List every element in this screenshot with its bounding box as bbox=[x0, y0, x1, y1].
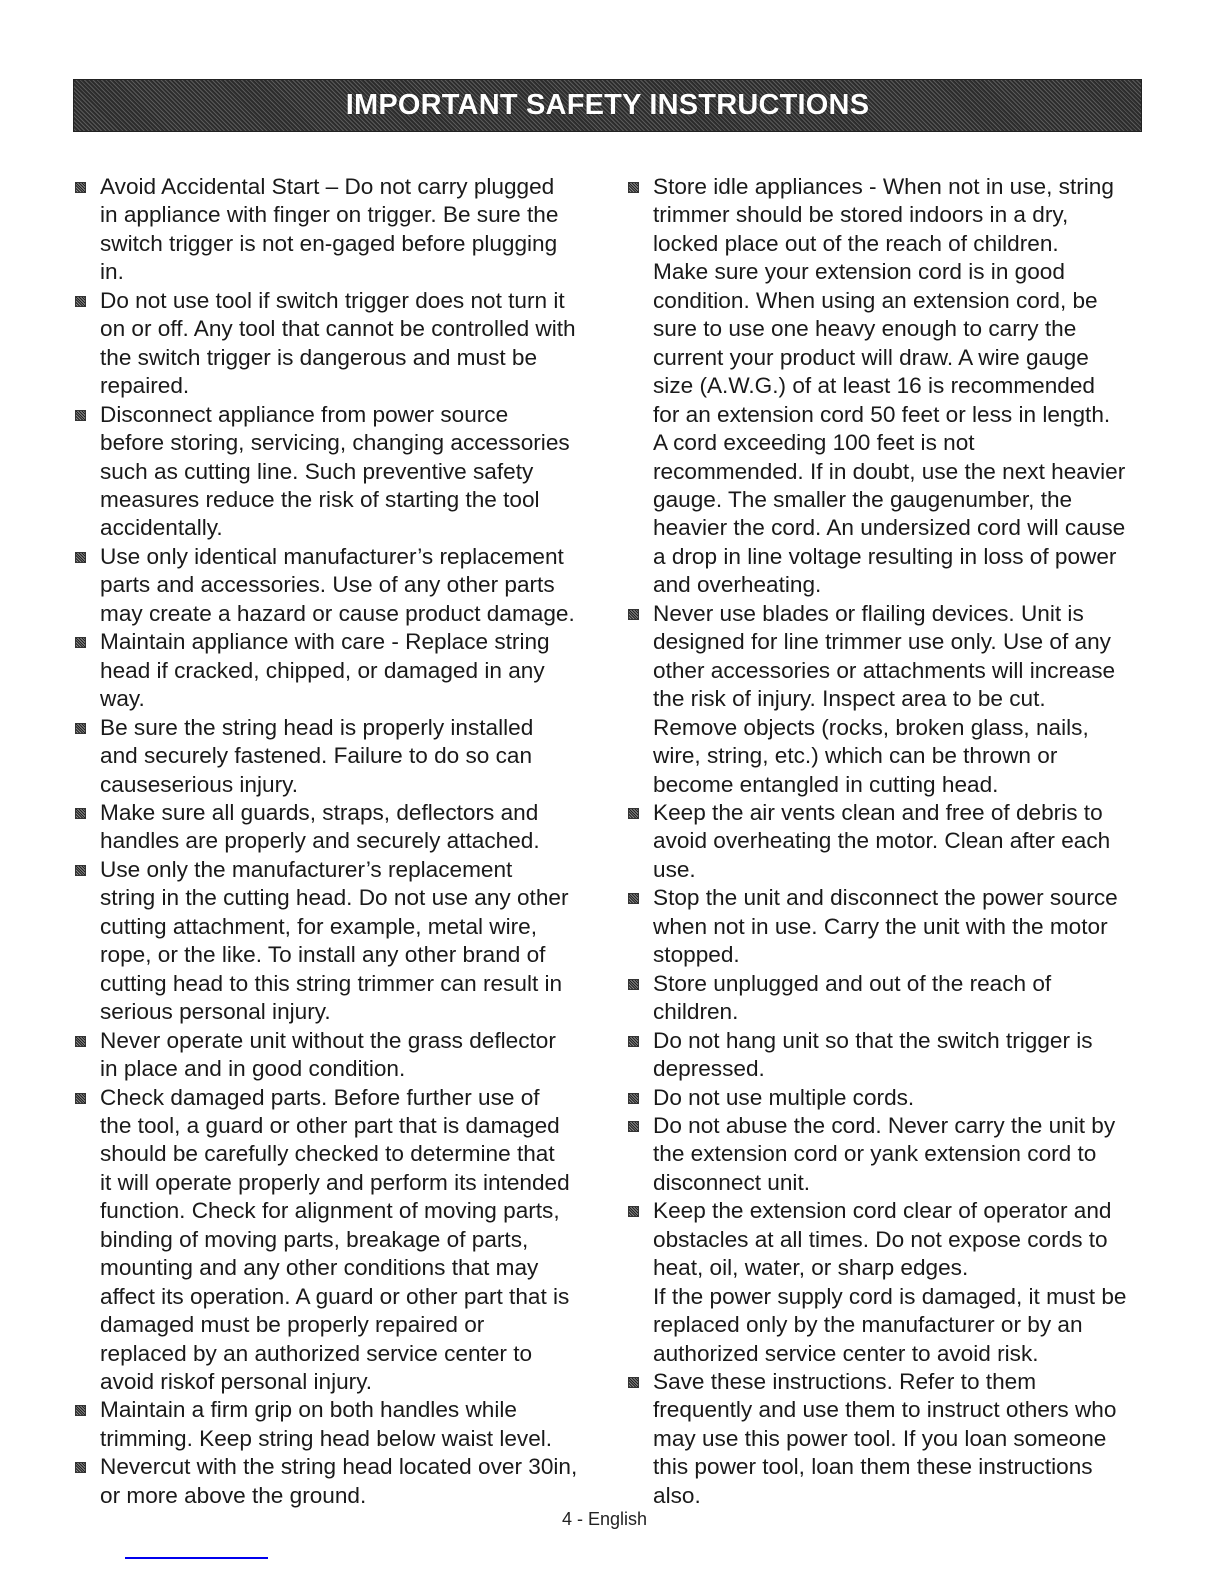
square-bullet-icon bbox=[75, 808, 86, 819]
instruction-item bbox=[75, 1027, 615, 1084]
instruction-item bbox=[628, 1084, 1168, 1112]
instruction-text: Never use blades or flailing devices. Unit is designed for line trimmer use only. Use of any other accessories or attachments will increase the risk of injury. Inspect area to be cut. Remove objects (rocks, broken glass, nails, wire, string, etc.) which can be thrown or become entangled in cutting head. bbox=[653, 600, 1116, 797]
square-bullet-icon bbox=[75, 552, 86, 563]
instruction-item bbox=[75, 173, 615, 287]
instruction-text: Nevercut with the string head located over 30in, or more above the ground. bbox=[100, 1454, 578, 1508]
square-bullet-icon bbox=[628, 1206, 639, 1217]
instruction-text: Do not abuse the cord. Never carry the unit by the extension cord or yank extension cord to disconnect unit. bbox=[653, 1112, 1116, 1195]
instruction-text: Save these instructions. Refer to them frequently and use them to instruct others who may use this power tool. If you loan someone this power tool, loan them these instructions also. bbox=[653, 1369, 1117, 1508]
instruction-text: Do not hang unit so that the switch trigger is depressed. bbox=[653, 1027, 1093, 1082]
instruction-item bbox=[628, 1197, 1168, 1282]
square-bullet-icon bbox=[75, 1462, 86, 1473]
section-header-banner bbox=[73, 79, 1142, 132]
instruction-text: Store unplugged and out of the reach of children. bbox=[653, 970, 1052, 1025]
instruction-item bbox=[75, 799, 615, 856]
left-column bbox=[75, 173, 615, 1510]
square-bullet-icon bbox=[75, 1093, 86, 1104]
square-bullet-icon bbox=[75, 410, 86, 421]
instruction-item bbox=[75, 543, 615, 628]
instruction-item bbox=[75, 1084, 615, 1397]
instruction-text: If the power supply cord is damaged, it must be replaced only by the manufacturer or by an authorized service center to avoid risk. bbox=[653, 1283, 1127, 1366]
instruction-text: Do not use tool if switch trigger does not turn it on or off. Any tool that cannot be controlled with the switch trigger is dangerous and must be repaired. bbox=[100, 287, 576, 399]
instruction-item bbox=[628, 970, 1168, 1027]
instruction-text: Maintain a firm grip on both handles while trimming. Keep string head below waist level. bbox=[100, 1397, 553, 1451]
square-bullet-icon bbox=[628, 1121, 639, 1132]
page-title: IMPORTANT SAFETY INSTRUCTIONS bbox=[345, 89, 870, 121]
instruction-item bbox=[75, 287, 615, 401]
square-bullet-icon bbox=[628, 893, 639, 904]
instruction-text: Maintain appliance with care - Replace string head if cracked, chipped, or damaged in any way. bbox=[100, 629, 550, 712]
instruction-item bbox=[75, 714, 615, 799]
page-number: 4 - English bbox=[562, 1509, 648, 1529]
square-bullet-icon bbox=[75, 1036, 86, 1047]
instruction-text: Never operate unit without the grass deflector in place and in good condition. bbox=[100, 1027, 556, 1082]
square-bullet-icon bbox=[75, 723, 86, 734]
square-bullet-icon bbox=[628, 1377, 639, 1388]
instruction-text: Be sure the string head is properly installed and securely fastened. Failure to do so can causeserious injury. bbox=[100, 714, 534, 797]
square-bullet-icon bbox=[628, 182, 639, 193]
square-bullet-icon bbox=[628, 609, 639, 620]
square-bullet-icon bbox=[628, 1036, 639, 1047]
instruction-text: Stop the unit and disconnect the power source when not in use. Carry the unit with the motor stopped. bbox=[653, 885, 1118, 968]
instruction-item bbox=[75, 1396, 615, 1453]
square-bullet-icon bbox=[628, 979, 639, 990]
square-bullet-icon bbox=[628, 1093, 639, 1104]
instruction-item bbox=[75, 856, 615, 1027]
square-bullet-icon bbox=[75, 865, 86, 876]
instruction-item bbox=[628, 600, 1168, 799]
instruction-item bbox=[628, 258, 1168, 599]
instruction-item bbox=[75, 628, 615, 713]
instruction-text: Make sure your extension cord is in good condition. When using an extension cord, be sure to use one heavy enough to carry the current your product will draw. A wire gauge size (A.W.G.) of at least 16 is recommended for an extension cord 50 feet or less in length. A cord exceeding 100 feet is not recommended. If in doubt, use the next heavier gauge. The smaller the gaugenumber, the heavier the cord. An undersized cord will cause a drop in line voltage resulting in loss of power and overheating. bbox=[653, 259, 1126, 598]
instruction-text: Make sure all guards, straps, deflectors and handles are properly and securely attached. bbox=[100, 799, 540, 854]
instruction-text: Check damaged parts. Before further use of the tool, a guard or other part that is damaged should be carefully checked to determine that it will operate properly and perform its intended function. Check for alignment of moving parts, binding of moving parts, breakage of parts, mounting and any other conditions that may affect its operation. A guard or other part that is damaged must be properly repaired or replaced by an authorized service center to avoid riskof personal injury. bbox=[100, 1084, 570, 1395]
instruction-item bbox=[628, 1027, 1168, 1084]
square-bullet-icon bbox=[75, 1405, 86, 1416]
instruction-text: Do not use multiple cords. bbox=[653, 1084, 915, 1110]
square-bullet-icon bbox=[75, 182, 86, 193]
divider-line bbox=[125, 1557, 268, 1559]
instruction-item bbox=[75, 1453, 615, 1510]
instruction-text: Disconnect appliance from power source before storing, servicing, changing accessories such as cutting line. Such preventive safety measures reduce the risk of starting the tool accidentally. bbox=[100, 401, 570, 541]
instruction-item bbox=[628, 173, 1168, 258]
instruction-item bbox=[628, 1112, 1168, 1197]
instruction-item bbox=[628, 799, 1168, 884]
square-bullet-icon bbox=[75, 637, 86, 648]
instruction-text: Keep the air vents clean and free of debris to avoid overheating the motor. Clean after each use. bbox=[653, 799, 1111, 882]
instruction-item bbox=[628, 884, 1168, 969]
instruction-text: Avoid Accidental Start – Do not carry plugged in appliance with finger on trigger. Be sure the switch trigger is not en-gaged before plugging in. bbox=[100, 174, 559, 285]
instruction-text: Store idle appliances - When not in use, string trimmer should be stored indoors in a dry, locked place out of the reach of children. bbox=[653, 174, 1114, 256]
square-bullet-icon bbox=[628, 808, 639, 819]
instruction-item bbox=[628, 1283, 1168, 1368]
instruction-text: Use only identical manufacturer’s replacement parts and accessories. Use of any other parts may create a hazard or cause product damage. bbox=[100, 543, 575, 626]
right-column bbox=[628, 173, 1168, 1510]
instruction-item bbox=[628, 1368, 1168, 1510]
instruction-item bbox=[75, 401, 615, 543]
square-bullet-icon bbox=[75, 296, 86, 307]
instruction-text: Keep the extension cord clear of operator and obstacles at all times. Do not expose cords to heat, oil, water, or sharp edges. bbox=[653, 1198, 1112, 1281]
instruction-text: Use only the manufacturer’s replacement string in the cutting head. Do not use any other cutting attachment, for example, metal wire, rope, or the like. To install any other brand of cutting head to this string trimmer can result in serious personal injury. bbox=[100, 856, 569, 1025]
